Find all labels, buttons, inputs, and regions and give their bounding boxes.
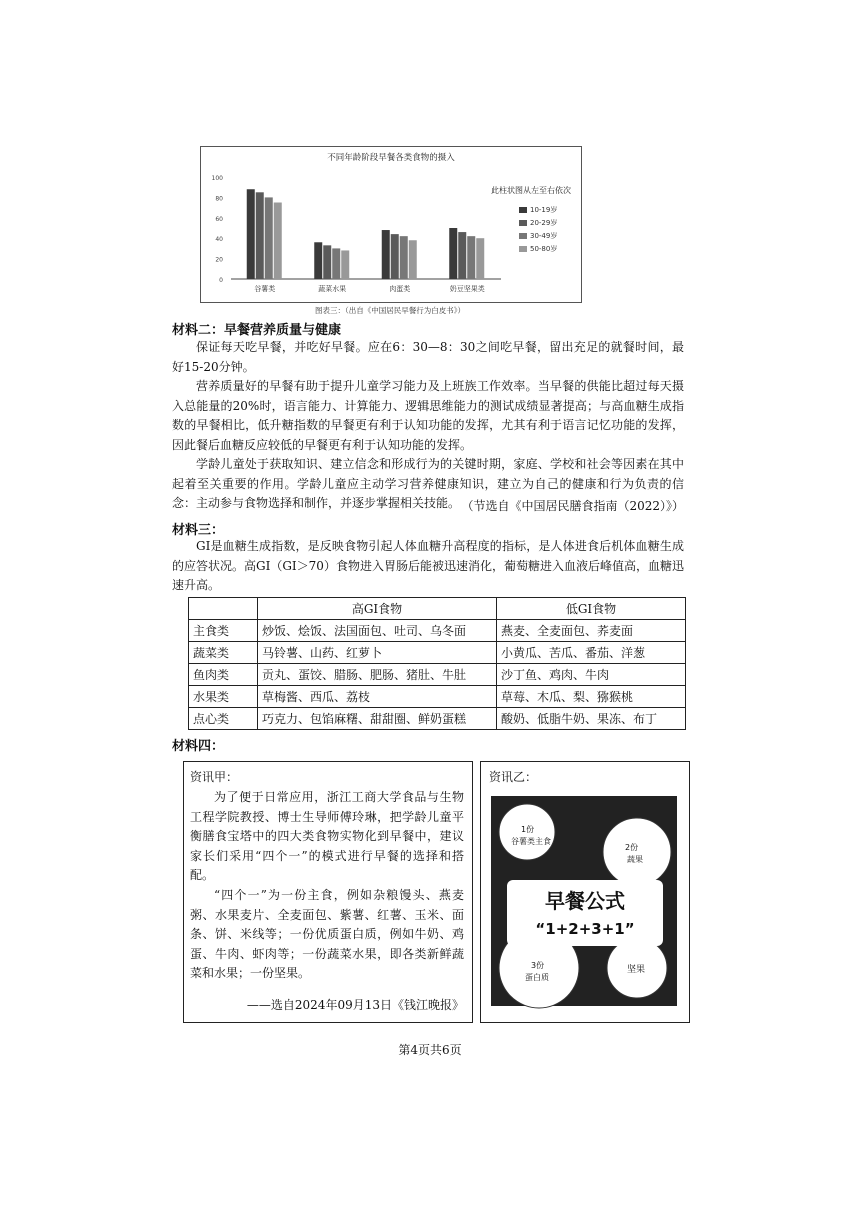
table-cell: 酸奶、低脂牛奶、果冻、布丁: [497, 708, 686, 730]
table-row: [189, 664, 686, 686]
material2-paragraph-3: 学龄儿童处于获取知识、建立信念和形成行为的关键时期，家庭、学校和社会等因素在其中起着至关重要的作用。学龄儿童应主动学习营养健康知识，建立为自己的健康和行为负责的信念：主动参与食物选择和制作，并逐步掌握相关技能。: [172, 457, 684, 510]
table-cell: 蔬菜类: [189, 642, 258, 664]
table-cell: 草莓、木瓜、梨、猕猴桃: [497, 686, 686, 708]
table-header-cell: 低GI食物: [497, 598, 686, 620]
legend-swatch: [519, 207, 527, 213]
material3-heading: 材料三：: [172, 523, 225, 538]
legend-item: [519, 231, 557, 241]
table-header-cell: [189, 598, 258, 620]
table-row: [189, 620, 686, 642]
page-footer: 第4页共6页: [398, 1043, 462, 1057]
chart-legend: [201, 147, 581, 302]
legend-swatch: [519, 246, 527, 252]
legend-item: [519, 205, 557, 215]
material4-heading: 材料四：: [172, 739, 225, 754]
poster-item1-text: 谷薯类主食: [511, 837, 551, 846]
y-tick-label: 0: [219, 277, 223, 284]
table-cell: 沙丁鱼、鸡肉、牛肉: [497, 664, 686, 686]
chart-note: 此柱状图从左至右依次: [491, 186, 571, 195]
material3-paragraph: GI是血糖生成指数，是反映食物引起人体血糖升高程度的指标，是人体进食后机体血糖生成的应答状况。高GI（GI＞70）食物进入胃肠后能被迅速消化，葡萄糖进入血液后峰值高，血糖迅速升高。: [172, 539, 684, 592]
legend-item: [519, 244, 557, 254]
info-b-label: 资讯乙：: [489, 770, 538, 784]
poster-item2-num: 2份: [625, 843, 639, 852]
material2-paragraph-1: 保证每天吃早餐，并吃好早餐。应在6：30—8：30之间吃早餐，留出充足的就餐时间，最好15-20分钟。: [172, 340, 684, 374]
y-tick-label: 60: [215, 215, 223, 223]
table-cell: 贡丸、蛋饺、腊肠、肥肠、猪肚、牛肚: [258, 664, 497, 686]
y-tick-label: 20: [215, 256, 223, 264]
legend-label: 50-80岁: [530, 245, 558, 253]
info-a-source: ——选自2024年09月13日《钱江晚报》: [246, 998, 464, 1012]
info-b-box: [480, 761, 690, 1023]
table-row: [189, 686, 686, 708]
x-tick-label: 谷薯类: [254, 285, 276, 293]
material2-paragraph-2: 营养质量好的早餐有助于提升儿童学习能力及上班族工作效率。当早餐的供能比超过每天摄入总能量的20%时，语言能力、计算能力、逻辑思维能力的测试成绩显著提高；与高血糖生成指数的早餐相比，低升糖指数的早餐更有利于认知功能的发挥，尤其有利于语言记忆功能的发挥，因此餐后血糖反应较低的早餐更有利于认知功能的发挥。: [172, 379, 684, 452]
poster-formula: “1+2+3+1”: [535, 920, 635, 938]
table-cell: 马铃薯、山药、红萝卜: [258, 642, 497, 664]
table-cell: 点心类: [189, 708, 258, 730]
x-tick-label: 肉蛋类: [389, 285, 411, 293]
poster-item1-num: 1份: [521, 825, 535, 834]
table-row: [189, 708, 686, 730]
y-tick-label: 40: [215, 236, 223, 244]
info-a-label: 资讯甲：: [190, 770, 239, 784]
legend-label: 10-19岁: [530, 206, 558, 214]
table-cell: 主食类: [189, 620, 258, 642]
poster-item3-text: 蛋白质: [525, 973, 549, 982]
breakfast-intake-chart: [200, 146, 582, 303]
poster-item2-text: 蔬果: [627, 855, 643, 864]
table-cell: 水果类: [189, 686, 258, 708]
table-row: [189, 642, 686, 664]
y-tick-label: 100: [211, 175, 223, 182]
table-cell: 小黄瓜、苦瓜、番茄、洋葱: [497, 642, 686, 664]
table-header-row: [189, 598, 686, 620]
material2-source: （节选自《中国居民膳食指南（2022）》）: [461, 499, 684, 513]
legend-label: 30-49岁: [530, 232, 558, 240]
chart-title: 不同年龄阶段早餐各类食物的摄入: [327, 153, 455, 163]
table-cell: 燕麦、全麦面包、荞麦面: [497, 620, 686, 642]
info-a-box: [183, 761, 473, 1023]
legend-swatch: [519, 233, 527, 239]
chart-caption: 图表三：（出自《中国居民早餐行为白皮书》）: [315, 306, 465, 315]
table-cell: 炒饭、烩饭、法国面包、吐司、乌冬面: [258, 620, 497, 642]
poster-item3-num: 3份: [531, 961, 545, 970]
x-tick-label: 奶豆坚果类: [449, 285, 485, 293]
info-a-paragraph-2: “四个一”为一份主食，例如杂粮馒头、燕麦粥、水果麦片、全麦面包、紫薯、红薯、玉米、面条、饼、米线等；一份优质蛋白质，例如牛奶、鸡蛋、牛肉、虾肉等；一份蔬菜水果，即各类新鲜蔬菜和水果；一份坚果。: [190, 888, 464, 980]
poster-item4-text: 坚果: [627, 965, 646, 975]
breakfast-formula-poster: [487, 792, 681, 1014]
x-tick-label: 蔬菜水果: [318, 285, 347, 293]
table-cell: 草梅酱、西瓜、荔枝: [258, 686, 497, 708]
table-header-cell: 高GI食物: [258, 598, 497, 620]
table-cell: 巧克力、包馅麻糬、甜甜圈、鲜奶蛋糕: [258, 708, 497, 730]
info-a-paragraph-1: 为了便于日常应用，浙江工商大学食品与生物工程学院教授、博士生导师傅玲琳，把学龄儿童平衡膳食宝塔中的四大类食物实物化到早餐中，建议家长们采用“四个一”的模式进行早餐的选择和搭配。: [190, 790, 464, 882]
poster-title: 早餐公式: [545, 889, 625, 913]
legend-swatch: [519, 220, 527, 226]
material2-heading: 材料二：早餐营养质量与健康: [172, 323, 342, 338]
legend-label: 20-29岁: [530, 219, 558, 227]
gi-food-table: [188, 597, 686, 730]
legend-item: [519, 218, 557, 228]
table-cell: 鱼肉类: [189, 664, 258, 686]
y-tick-label: 80: [215, 195, 223, 203]
